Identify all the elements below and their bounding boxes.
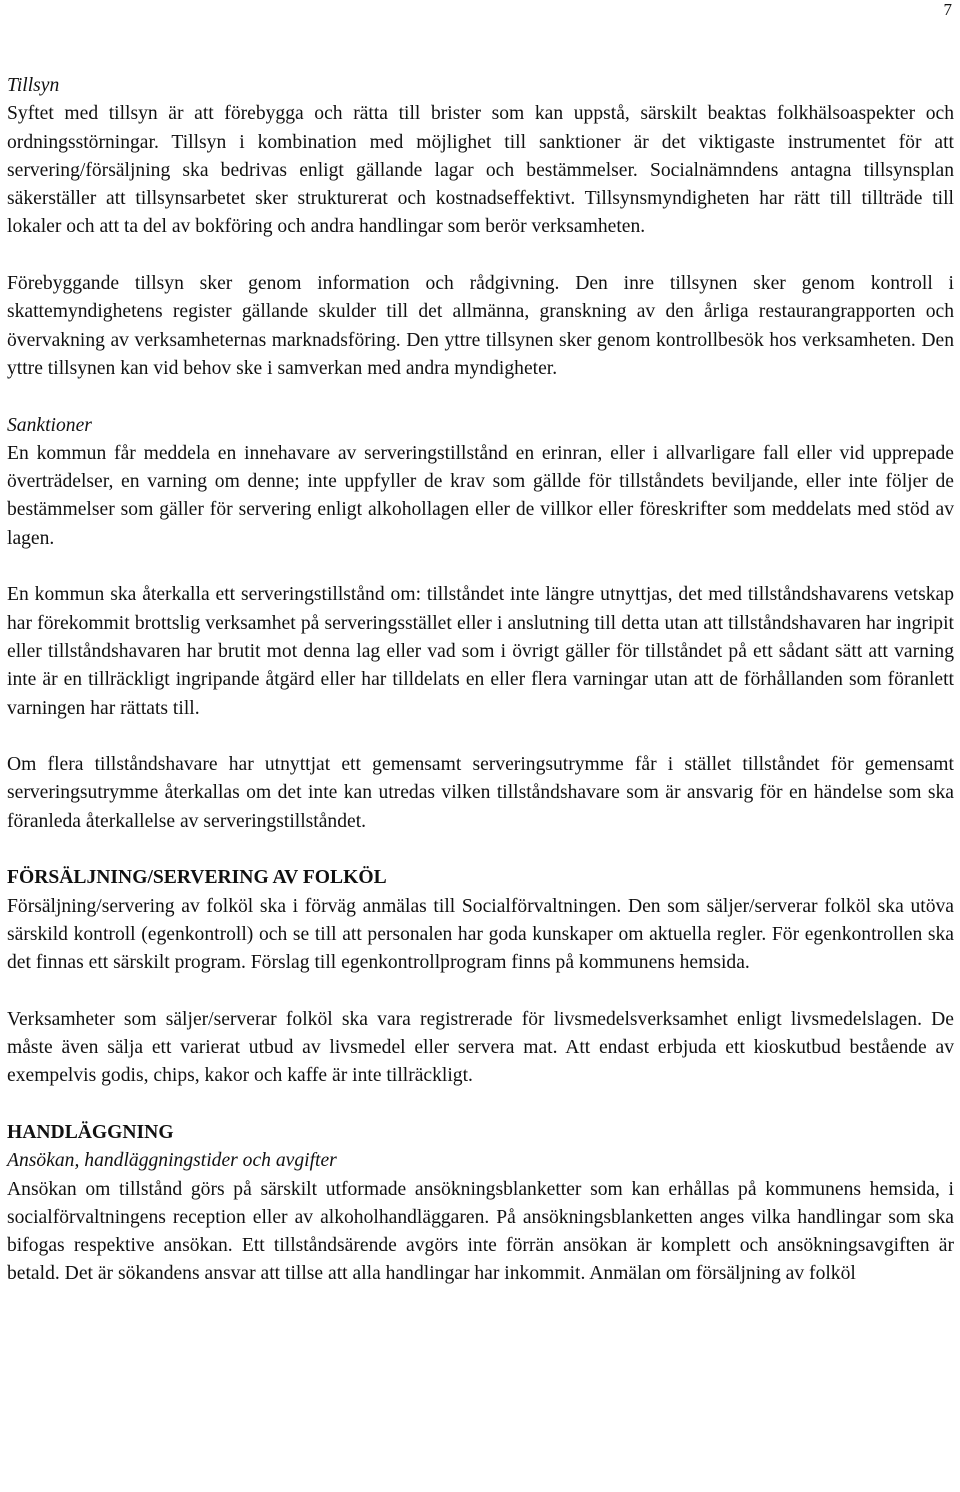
paragraph: En kommun ska återkalla ett serveringstillstånd om: tillståndet inte längre utnyttjas, det med tillståndshavarens vetskap har förekommit brottslig verksamhet på serveringsstället eller i anslutning till detta utan att tillståndshavaren har ingripit eller tillståndshavaren har brutit mot denna lag eller vad som i övrigt gäller för tillståndet på ett sådant sätt att varning inte är en tillräckligt ingripande åtgärd eller har tilldelats en eller flera varningar utan att de förhållanden som föranlett varningen har rättats till. — [7, 584, 954, 719]
document-body — [7, 72, 954, 1289]
subheading-ansokan: Ansökan, handläggningstider och avgifter — [7, 1150, 337, 1172]
paragraph: Syftet med tillsyn är att förebygga och rätta till brister som kan uppstå, särskilt beaktas folkhälsoaspekter och ordningsstörningar. Tillsyn i kombination med möjlighet till sanktioner är det viktigaste instrumentet för att servering/försäljning ska bedrivas enligt gällande lagar och bestämmelser. Socialnämndens antagna tillsynsplan säkerställer att tillsynsarbetet sker strukturerat och kostnadseffektivt. Tillsynsmyndigheten har rätt till tillträde till lokaler och att ta del av bokföring och andra handlingar som berör verksamheten. — [7, 103, 954, 238]
section-tillsyn — [7, 72, 954, 383]
heading-folkol: FÖRSÄLJNING/SERVERING AV FOLKÖL — [7, 867, 387, 889]
section-handlaggning — [7, 1119, 954, 1289]
paragraph: Verksamheter som säljer/serverar folköl ska vara registrerade för livsmedelsverksamhet enligt livsmedelslagen. De måste även sälja ett varierat utbud av livsmedel eller servera mat. Att endast erbjuda ett kioskutbud bestående av exempelvis godis, chips, kakor och kaffe är inte tillräckligt. — [7, 1008, 954, 1087]
page-number: 7 — [943, 0, 952, 19]
paragraph: Ansökan om tillstånd görs på särskilt utformade ansökningsblanketter som kan erhållas på kommunens hemsida, i socialförvaltningens reception eller av alkoholhandläggaren. På ansökningsblanketten anges vilka handlingar som ska bifogas respektive ansökan. Ett tillståndsärende avgörs inte förrän ansökan är komplett och ansökningsavgiften är betald. Det är sökandens ansvar att tillse att alla handlingar har inkommit. Anmälan om försäljning av folköl — [7, 1178, 954, 1285]
paragraph: Om flera tillståndshavare har utnyttjat ett gemensamt serveringsutrymme får i stället tillståndet för gemensamt serveringsutrymme återkallas om det inte kan utredas vilken tillståndshavare som är ansvarig för en händelse som ska föranleda återkallelse av serveringstillståndet. — [7, 754, 954, 832]
paragraph: En kommun får meddela en innehavare av serveringstillstånd en erinran, eller i allvarligare fall eller vid upprepade överträdelser, en varning om denne; inte uppfyller de krav som gällde för tillståndets beviljande, eller inte följer de bestämmelser som gäller för servering enligt alkohollagen eller de villkor eller föreskrifter som meddelats med stöd av lagen. — [7, 442, 954, 549]
section-sanktioner — [7, 412, 954, 836]
section-folkol — [7, 864, 954, 1090]
paragraph: Försäljning/servering av folköl ska i förväg anmälas till Socialförvaltningen. Den som säljer/serverar folköl ska utöva särskild kontroll (egenkontroll) och se till att personalen har goda kunskaper om aktuella regler. För egenkontrollen ska det finnas ett särskilt program. Förslag till egenkontrollprogram finns på kommunens hemsida. — [7, 895, 954, 974]
heading-tillsyn: Tillsyn — [7, 75, 60, 96]
heading-sanktioner: Sanktioner — [7, 414, 92, 436]
heading-handlaggning: HANDLÄGGNING — [7, 1121, 174, 1143]
paragraph: Förebyggande tillsyn sker genom information och rådgivning. Den inre tillsynen sker genom kontroll i skattemyndighetens register gällande skulder till det allmänna, granskning av den årliga restaurangrapporten och övervakning av verksamheternas marknadsföring. Den yttre tillsynen sker genom kontrollbesök hos verksamheten. Den yttre tillsynen kan vid behov ske i samverkan med andra myndigheter. — [7, 273, 954, 379]
